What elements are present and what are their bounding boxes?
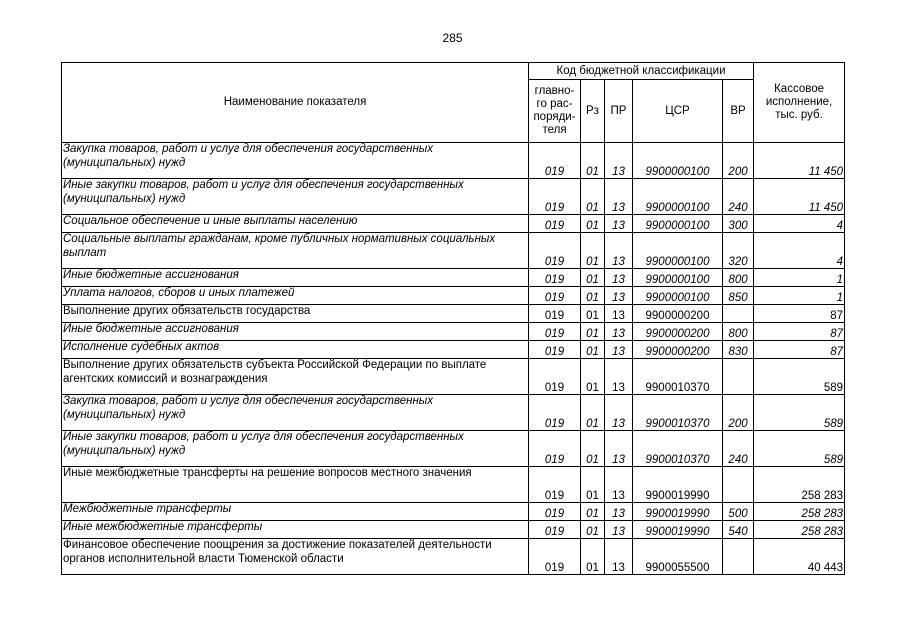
cell-vr: 800 (723, 269, 754, 287)
cell-csr: 9900000100 (633, 215, 723, 233)
header-vr: ВР (723, 80, 754, 143)
cell-vr: 320 (723, 233, 754, 269)
header-pr: ПР (605, 80, 633, 143)
cell-glavn: 019 (529, 143, 581, 179)
cell-rz: 01 (581, 359, 605, 395)
cell-vr: 200 (723, 143, 754, 179)
cell-amount: 11 450 (754, 143, 845, 179)
cell-pr: 13 (605, 269, 633, 287)
table-row (62, 395, 845, 431)
cell-vr: 240 (723, 431, 754, 467)
cell-amount: 4 (754, 233, 845, 269)
header-amount: Кассовое исполнение, тыс. руб. (754, 63, 845, 143)
cell-glavn: 019 (529, 539, 581, 575)
cell-glavn: 019 (529, 431, 581, 467)
cell-amount: 589 (754, 395, 845, 431)
cell-glavn: 019 (529, 521, 581, 539)
cell-rz: 01 (581, 395, 605, 431)
cell-vr: 830 (723, 341, 754, 359)
cell-glavn: 019 (529, 179, 581, 215)
cell-pr: 13 (605, 503, 633, 521)
cell-pr: 13 (605, 233, 633, 269)
cell-vr: 540 (723, 521, 754, 539)
cell-pr: 13 (605, 305, 633, 323)
cell-csr: 9900000100 (633, 269, 723, 287)
cell-amount: 1 (754, 269, 845, 287)
cell-vr (723, 539, 754, 575)
cell-amount: 4 (754, 215, 845, 233)
table-row (62, 341, 845, 359)
cell-pr: 13 (605, 359, 633, 395)
cell-glavn: 019 (529, 269, 581, 287)
cell-name: Уплата налогов, сборов и иных платежей (62, 287, 529, 305)
cell-pr: 13 (605, 215, 633, 233)
cell-glavn: 019 (529, 233, 581, 269)
cell-rz: 01 (581, 341, 605, 359)
cell-pr: 13 (605, 467, 633, 503)
table-row (62, 143, 845, 179)
cell-rz: 01 (581, 215, 605, 233)
cell-glavn: 019 (529, 287, 581, 305)
cell-rz: 01 (581, 467, 605, 503)
cell-pr: 13 (605, 521, 633, 539)
cell-vr: 300 (723, 215, 754, 233)
cell-pr: 13 (605, 287, 633, 305)
header-kbk-group: Код бюджетной классификации (529, 63, 754, 80)
cell-rz: 01 (581, 323, 605, 341)
cell-name: Социальные выплаты гражданам, кроме публичных нормативных социальных выплат (62, 233, 529, 269)
cell-pr: 13 (605, 341, 633, 359)
table-row (62, 215, 845, 233)
cell-rz: 01 (581, 269, 605, 287)
cell-vr: 500 (723, 503, 754, 521)
cell-csr: 9900000100 (633, 233, 723, 269)
cell-rz: 01 (581, 521, 605, 539)
cell-csr: 9900010370 (633, 359, 723, 395)
cell-name: Иные бюджетные ассигнования (62, 269, 529, 287)
header-glavn: главно-го рас-поряди-теля (529, 80, 581, 143)
cell-amount: 589 (754, 359, 845, 395)
cell-amount: 589 (754, 431, 845, 467)
cell-csr: 9900000100 (633, 143, 723, 179)
cell-pr: 13 (605, 179, 633, 215)
table-row (62, 431, 845, 467)
cell-rz: 01 (581, 143, 605, 179)
cell-pr: 13 (605, 431, 633, 467)
cell-rz: 01 (581, 305, 605, 323)
cell-name: Межбюджетные трансферты (62, 503, 529, 521)
cell-pr: 13 (605, 143, 633, 179)
cell-name: Закупка товаров, работ и услуг для обеспечения государственных (муниципальных) нужд (62, 143, 529, 179)
cell-name: Социальное обеспечение и иные выплаты населению (62, 215, 529, 233)
table-row (62, 233, 845, 269)
cell-rz: 01 (581, 431, 605, 467)
table-row (62, 539, 845, 575)
cell-amount: 87 (754, 305, 845, 323)
cell-csr: 9900000100 (633, 287, 723, 305)
header-name: Наименование показателя (62, 63, 529, 143)
cell-name: Иные межбюджетные трансферты (62, 521, 529, 539)
page-number: 285 (442, 31, 463, 45)
cell-vr: 850 (723, 287, 754, 305)
cell-vr (723, 467, 754, 503)
header-rz: Рз (581, 80, 605, 143)
cell-csr: 9900000200 (633, 323, 723, 341)
table-row (62, 179, 845, 215)
table-header (62, 63, 845, 143)
cell-amount: 11 450 (754, 179, 845, 215)
cell-vr (723, 359, 754, 395)
cell-csr: 9900019990 (633, 503, 723, 521)
cell-amount: 1 (754, 287, 845, 305)
cell-csr: 9900019990 (633, 467, 723, 503)
cell-glavn: 019 (529, 503, 581, 521)
cell-csr: 9900010370 (633, 395, 723, 431)
table-row (62, 323, 845, 341)
cell-csr: 9900000100 (633, 179, 723, 215)
cell-vr: 240 (723, 179, 754, 215)
table-row (62, 521, 845, 539)
cell-amount: 87 (754, 323, 845, 341)
cell-csr: 9900000200 (633, 341, 723, 359)
cell-amount: 87 (754, 341, 845, 359)
cell-rz: 01 (581, 179, 605, 215)
header-csr: ЦСР (633, 80, 723, 143)
cell-csr: 9900055500 (633, 539, 723, 575)
cell-vr: 200 (723, 395, 754, 431)
cell-name: Выполнение других обязательств субъекта Российской Федерации по выплате агентских комиссий и вознаграждения (62, 359, 529, 395)
cell-amount: 258 283 (754, 521, 845, 539)
cell-pr: 13 (605, 323, 633, 341)
cell-amount: 258 283 (754, 467, 845, 503)
table-row (62, 287, 845, 305)
cell-pr: 13 (605, 539, 633, 575)
cell-glavn: 019 (529, 305, 581, 323)
cell-name: Иные закупки товаров, работ и услуг для обеспечения государственных (муниципальных) нужд (62, 431, 529, 467)
cell-glavn: 019 (529, 215, 581, 233)
cell-csr: 9900000200 (633, 305, 723, 323)
cell-name: Иные бюджетные ассигнования (62, 323, 529, 341)
table-row (62, 269, 845, 287)
table-row (62, 359, 845, 395)
cell-name: Выполнение других обязательств государства (62, 305, 529, 323)
cell-name: Иные межбюджетные трансферты на решение вопросов местного значения (62, 467, 529, 503)
cell-glavn: 019 (529, 323, 581, 341)
cell-name: Иные закупки товаров, работ и услуг для обеспечения государственных (муниципальных) нужд (62, 179, 529, 215)
table-row (62, 503, 845, 521)
budget-table (61, 62, 845, 575)
cell-csr: 9900019990 (633, 521, 723, 539)
cell-pr: 13 (605, 395, 633, 431)
cell-glavn: 019 (529, 359, 581, 395)
cell-rz: 01 (581, 503, 605, 521)
cell-glavn: 019 (529, 467, 581, 503)
cell-name: Финансовое обеспечение поощрения за достижение показателей деятельности органов исполнительной власти Тюменской области (62, 539, 529, 575)
cell-glavn: 019 (529, 341, 581, 359)
cell-amount: 258 283 (754, 503, 845, 521)
cell-vr: 800 (723, 323, 754, 341)
cell-rz: 01 (581, 233, 605, 269)
cell-csr: 9900010370 (633, 431, 723, 467)
cell-glavn: 019 (529, 395, 581, 431)
cell-rz: 01 (581, 539, 605, 575)
table-row (62, 305, 845, 323)
cell-vr (723, 305, 754, 323)
cell-name: Закупка товаров, работ и услуг для обеспечения государственных (муниципальных) нужд (62, 395, 529, 431)
table-row (62, 467, 845, 503)
cell-name: Исполнение судебных актов (62, 341, 529, 359)
cell-rz: 01 (581, 287, 605, 305)
table-body (62, 143, 845, 575)
cell-amount: 40 443 (754, 539, 845, 575)
